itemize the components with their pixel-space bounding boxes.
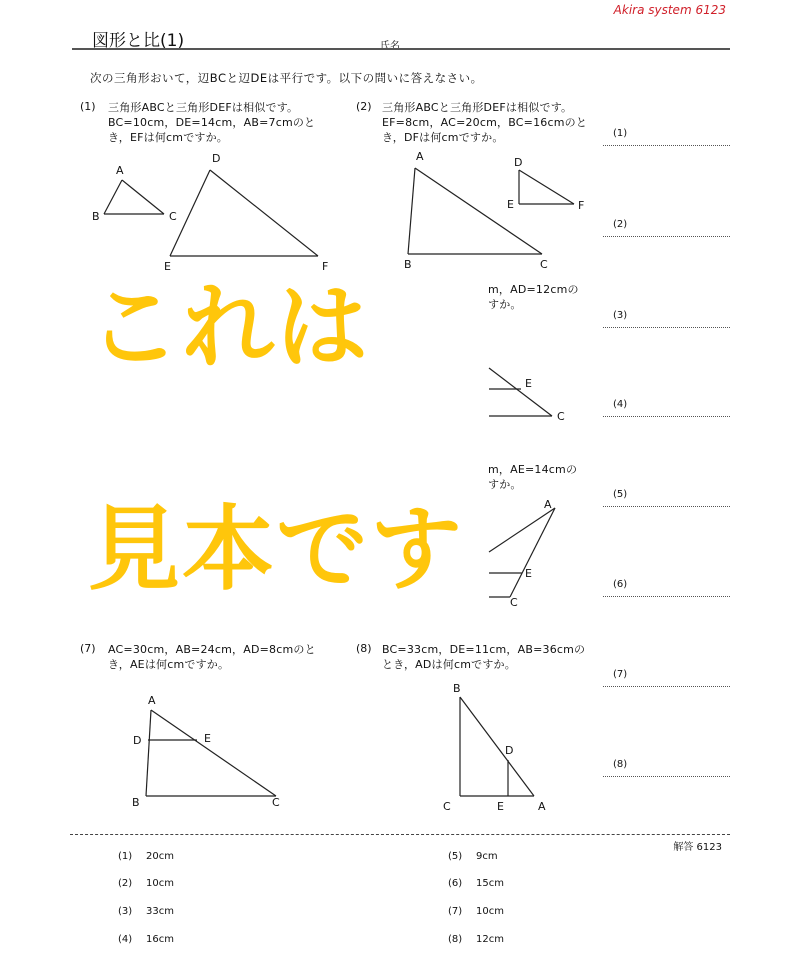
figure-6-fragment	[489, 498, 555, 609]
answer-key-item: (3) 33cm	[118, 906, 174, 917]
label-f4-e: E	[525, 377, 532, 390]
answer-key-item: (5) 9cm	[448, 851, 498, 862]
answer-blank-1[interactable]: (1)	[603, 128, 730, 146]
label-f4-c: C	[557, 410, 565, 423]
question-1-text: 三角形ABCと三角形DEFは相似です。 BC=10cm，DE=14cm，AB=7cmのと き，EFは何cmですか。	[108, 101, 316, 144]
figure-1	[92, 152, 328, 273]
answer-key-item: (6) 15cm	[448, 878, 504, 889]
label-f6-a: A	[544, 498, 552, 511]
figure-8	[443, 682, 546, 813]
figure-2	[404, 150, 584, 271]
answer-key-item: (8) 12cm	[448, 934, 504, 945]
label-f1-f: F	[322, 260, 329, 273]
label-f6-e: E	[525, 567, 532, 580]
question-5-fragment: m，AE=14cmの すか。	[488, 463, 578, 491]
sample-watermark-line-2: 見本です	[88, 496, 465, 603]
question-1-number: (1)	[80, 100, 96, 113]
answer-blank-4[interactable]: (4)	[603, 399, 730, 417]
brand-label: Akira system 6123	[613, 3, 726, 17]
label-f7-e: E	[204, 732, 211, 745]
label-f2-e: E	[507, 198, 514, 211]
question-7-number: (7)	[80, 642, 96, 655]
figure-4-fragment	[489, 368, 565, 423]
label-f7-d: D	[133, 734, 142, 747]
question-7-text: AC=30cm，AB=24cm，AD=8cmのと き，AEは何cmですか。	[108, 643, 316, 671]
question-2-number: (2)	[356, 100, 372, 113]
label-f7-c: C	[272, 796, 280, 809]
answer-key-title: 解答 6123	[673, 842, 722, 853]
label-f1-b: B	[92, 210, 100, 223]
page-title: 図形と比(1)	[92, 31, 185, 51]
answer-blank-5[interactable]: (5)	[603, 489, 730, 507]
question-8-text: BC=33cm，DE=11cm，AB=36cmの とき，ADは何cmですか。	[382, 643, 586, 671]
answer-key-item: (7) 10cm	[448, 906, 504, 917]
label-f2-d: D	[514, 156, 523, 169]
label-f2-a: A	[416, 150, 424, 163]
label-f2-c: C	[540, 258, 548, 271]
label-f1-c: C	[169, 210, 177, 223]
figure-7	[132, 694, 280, 809]
instructions: 次の三角形おいて，辺BCと辺DEは平行です。以下の問いに答えなさい。	[90, 71, 483, 85]
label-f6-c: C	[510, 596, 518, 609]
label-f1-d: D	[212, 152, 221, 165]
label-f8-b: B	[453, 682, 461, 695]
label-f7-a: A	[148, 694, 156, 707]
answer-blank-3[interactable]: (3)	[603, 310, 730, 328]
label-f1-e: E	[164, 260, 171, 273]
answer-key-item: (1) 20cm	[118, 851, 174, 862]
answer-blank-8[interactable]: (8)	[603, 759, 730, 777]
label-f8-d: D	[505, 744, 514, 757]
label-f8-e: E	[497, 800, 504, 813]
label-f8-c: C	[443, 800, 451, 813]
answer-blank-2[interactable]: (2)	[603, 219, 730, 237]
question-2-text: 三角形ABCと三角形DEFは相似です。 EF=8cm，AC=20cm，BC=16cmのと き，DFは何cmですか。	[382, 101, 588, 144]
label-f2-f: F	[578, 199, 585, 212]
label-f2-b: B	[404, 258, 412, 271]
label-f1-a: A	[116, 164, 124, 177]
label-f7-b: B	[132, 796, 140, 809]
question-3-fragment: m，AD=12cmの すか。	[488, 283, 579, 311]
answer-key-divider	[70, 834, 730, 835]
answer-blank-7[interactable]: (7)	[603, 669, 730, 687]
answer-key-item: (4) 16cm	[118, 934, 174, 945]
sample-watermark-line-1: これは	[88, 274, 371, 381]
name-field-label: 氏名	[380, 41, 400, 52]
answer-key-item: (2) 10cm	[118, 878, 174, 889]
label-f8-a: A	[538, 800, 546, 813]
answer-blank-6[interactable]: (6)	[603, 579, 730, 597]
question-8-number: (8)	[356, 642, 372, 655]
